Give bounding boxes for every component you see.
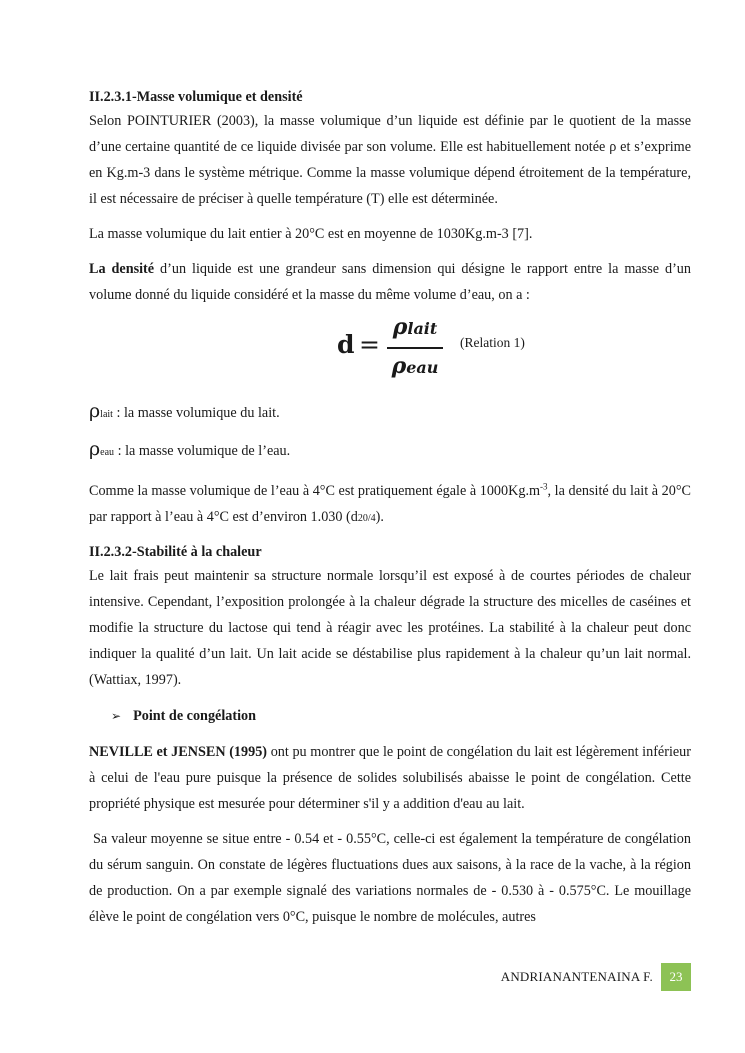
- bullet-point-congelation: [111, 703, 691, 729]
- formula-numerator: [387, 312, 443, 344]
- paragraph-densite-text: d’un liquide est une grandeur sans dimension qui désigne le rapport entre la masse d’un volume donné du liquide considéré et la masse du même volume d’eau, on a :: [89, 261, 691, 303]
- formula-denominator: [387, 351, 443, 383]
- paragraph-stabilite: Le lait frais peut maintenir sa structure normale lorsqu’il est exposé à de courtes périodes de chaleur intensive. Cependant, l’exposition prolongée à la chaleur dégrade la structure des micelles de caséines et modifie la structure du lactose qui tend à réagir avec les protéines. La stabilité à la chaleur peut donc indiquer la qualité d’un lait. Un lait acide se déstabilise plus rapidement à la chaleur qu’un lait normal. (Wattiax, 1997).: [89, 568, 691, 688]
- definition-rho-eau: [89, 438, 691, 464]
- definition-text: : la masse volumique de l’eau.: [114, 443, 291, 459]
- paragraph-densite: [89, 256, 691, 308]
- formula-lhs: d: [337, 330, 355, 359]
- paragraph-masse-volumique-lait: La masse volumique du lait entier à 20°C est en moyenne de 1030Kg.m-3 [7].: [89, 226, 533, 242]
- superscript: -3: [540, 481, 548, 492]
- section-heading-stabilite: II.2.3.2-Stabilité à la chaleur: [89, 544, 262, 560]
- text-part: , la densité du lait à 20°C par rapport à l’eau à 4°C est d’environ 1.030 (d: [89, 483, 691, 525]
- page-footer: [501, 963, 691, 991]
- density-formula: [89, 312, 691, 394]
- paragraph-densite-20c: [89, 478, 691, 532]
- fraction-bar: [387, 347, 443, 349]
- rho-symbol: ρ: [89, 400, 101, 422]
- numerator-subscript: lait: [407, 319, 438, 338]
- page-number: 23: [661, 963, 691, 991]
- formula-equals: =: [359, 330, 380, 359]
- numerator-symbol: ρ: [392, 314, 408, 340]
- section-heading-masse-volumique: II.2.3.1-Masse volumique et densité: [89, 89, 303, 105]
- text-part: ).: [375, 509, 384, 525]
- bullet-label: Point de congélation: [133, 708, 257, 724]
- formula-fraction: [387, 312, 443, 383]
- text-part: Comme la masse volumique de l’eau à 4°C est pratiquement égale à 1000Kg.m: [89, 483, 541, 499]
- citation-authors: NEVILLE et JENSEN (1995): [89, 744, 268, 760]
- denominator-symbol: ρ: [391, 353, 407, 379]
- term-densite: La densité: [89, 261, 155, 277]
- relation-label: (Relation 1): [460, 335, 525, 350]
- definition-text: : la masse volumique du lait.: [112, 405, 280, 421]
- rho-subscript: lait: [100, 409, 113, 420]
- paragraph-pointurier: Selon POINTURIER (2003), la masse volumique d’un liquide est définie par le quotient de la masse d’une certaine quantité de ce liquide divisée par son volume. Elle est habituellement notée ρ et s’exprime en Kg.m-3 dans le système métrique. Comme la masse volumique dépend étroitement de la température, il est nécessaire de préciser à quelle température (T) elle est déterminée.: [89, 113, 691, 207]
- rho-symbol: ρ: [89, 438, 101, 460]
- arrow-bullet-icon: ➢: [111, 709, 122, 723]
- paragraph-neville-jensen: [89, 739, 691, 817]
- subscript: 20/4: [357, 513, 376, 524]
- paragraph-valeur-moyenne: Sa valeur moyenne se situe entre - 0.54 et - 0.55°C, celle-ci est également la température de congélation du sérum sanguin. On constate de légères fluctuations dues aux saisons, à la race de la vache, à la région de production. On a par exemple signalé des variations normales de - 0.530 à - 0.575°C. Le mouillage élève le point de congélation vers 0°C, puisque le nombre de molécules, autres: [89, 831, 695, 925]
- document-page: [89, 86, 695, 930]
- footer-author: ANDRIANANTENAINA F.: [500, 969, 653, 984]
- paragraph-text: ont pu montrer que le point de congélation du lait est légèrement inférieur à celui de l'eau pure puisque la présence de solides solubilisés abaisse le point de congélation. Cette propriété physique est mesurée pour déterminer s'il y a addition d'eau au lait.: [89, 744, 691, 812]
- denominator-subscript: eau: [406, 358, 439, 377]
- definition-rho-lait: [89, 400, 691, 426]
- rho-subscript: eau: [100, 447, 115, 458]
